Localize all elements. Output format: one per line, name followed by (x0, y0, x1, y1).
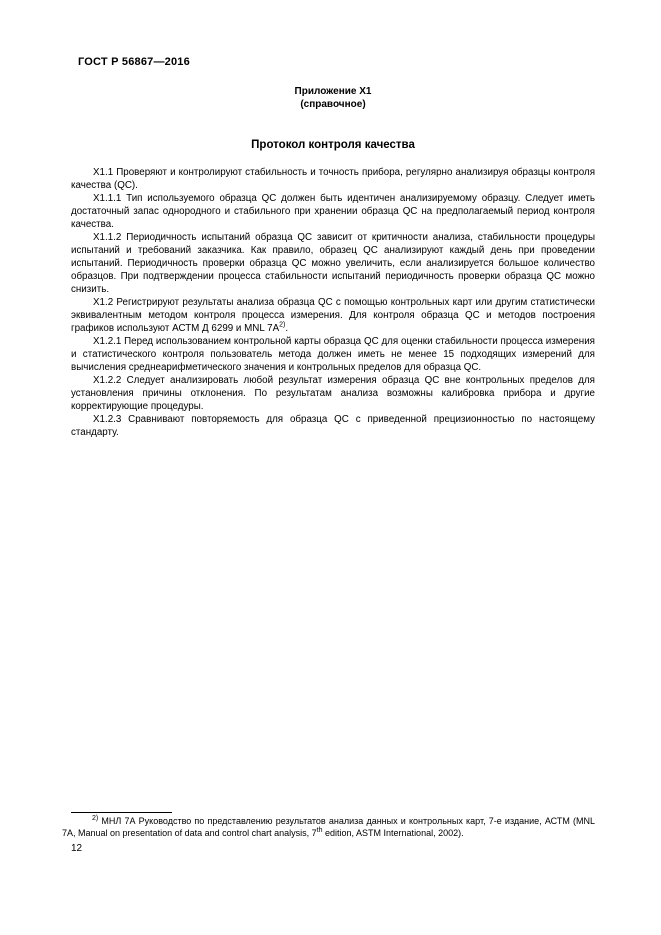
paragraph-x1-2 (71, 296, 595, 335)
paragraph-x1-2-text-end: . (285, 323, 289, 334)
footnote-marker: 2) (92, 815, 99, 822)
footnote-separator-rule (71, 812, 172, 813)
footnote-block (62, 812, 595, 839)
annex-type: (справочное) (300, 98, 366, 110)
paragraph-x1-2-2: Х1.2.2 Следует анализировать любой результат измерения образца QC вне контрольных пределов для установления причины отклонения. По результатам анализа возможны калибровка прибора и другие корректирующие процедуры. (71, 375, 595, 412)
paragraph-x1-2-3: Х1.2.3 Сравнивают повторяемость для образца QC с приведенной прецизионностью по настоящему стандарту. (71, 414, 595, 438)
footnote-text-ru: МНЛ 7А Руководство по представлению результатов анализа данных и контрольных карт, 7-е издание, АСТМ (MNL 7A, Manual on presentation of data and control chart analysis, 7 (62, 816, 595, 838)
page-number: 12 (71, 843, 83, 854)
body-text-column (71, 166, 595, 439)
paragraph-x1-2-1: Х1.2.1 Перед использованием контрольной карты образца QC для оценки стабильности процесса измерения и статистического контроля пользователь метода должен иметь не менее 15 подходящих измерений для вычисления среднеарифметического значения и контрольных пределов для образца QC. (71, 336, 595, 373)
paragraph-x1-2-text: Х1.2 Регистрируют результаты анализа образца QC с помощью контрольных карт или другим статистически эквивалентным методом контроля процесса измерения. Для контроля образца QC и методов построения графиков используют АСТМ Д 6299 и MNL 7А (71, 297, 595, 334)
annex-heading (71, 86, 595, 111)
paragraph-x1-1: Х1.1 Проверяют и контролируют стабильность и точность прибора, регулярно анализируя образцы контроля качества (QC). (71, 167, 595, 191)
footnote-ordinal-sup: th (316, 827, 323, 834)
annex-label: Приложение Х1 (294, 86, 372, 97)
footnote (62, 815, 595, 839)
footnote-text-en: edition, ASTM International, 2002). (322, 828, 464, 838)
paragraph-x1-1-1: Х1.1.1 Тип используемого образца QC должен быть идентичен анализируемому образцу. Следует иметь достаточный запас однородного и стабильного при хранении образца QC на предполагаемый период контроля качества. (71, 193, 595, 230)
footnote-reference-marker: 2) (279, 321, 286, 329)
paragraph-x1-1-2: Х1.1.2 Периодичность испытаний образца QC зависит от критичности анализа, стабильности процедуры испытаний и требований заказчика. Как правило, образец QC анализируют каждый день при проведении испытаний. Периодичность проверки образца QC можно увеличить, если анализируется большое количество образцов. При подтверждении процесса стабильности испытаний периодичность проверки образца QC можно снизить. (71, 232, 595, 295)
standard-designation-header: ГОСТ Р 56867—2016 (78, 56, 190, 68)
section-title: Протокол контроля качества (251, 139, 415, 151)
